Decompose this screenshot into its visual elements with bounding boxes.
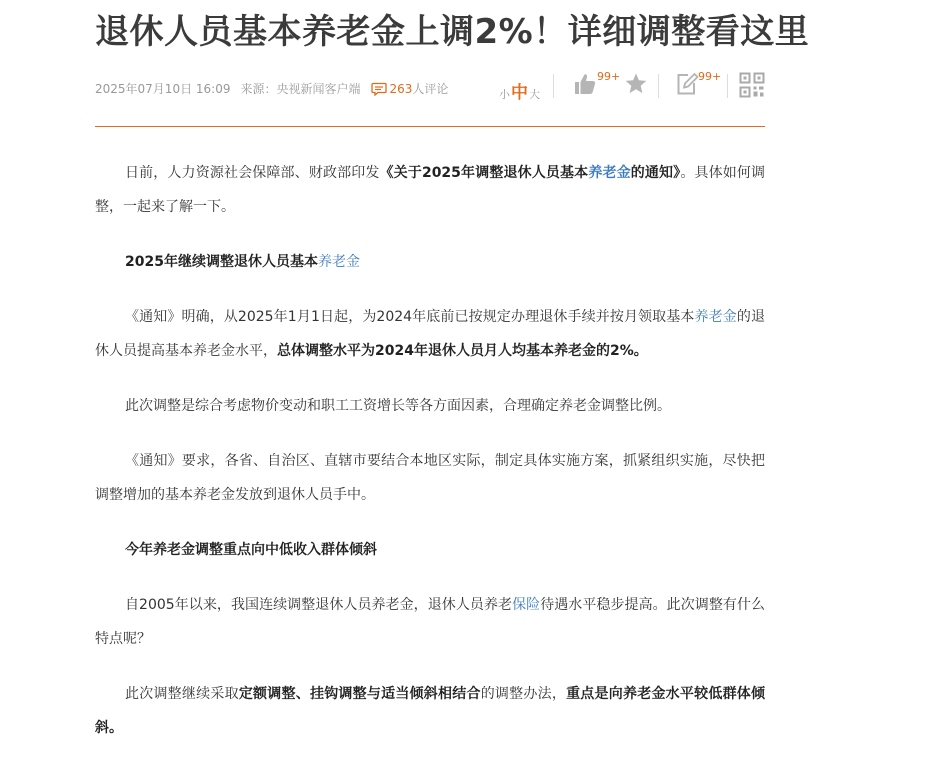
favorite-button[interactable] <box>624 72 648 96</box>
toolbar-divider <box>553 74 554 98</box>
font-small-button[interactable]: 小 <box>499 88 510 101</box>
adjustment-level: 总体调整水平为2024年退休人员月人均基本养老金的2%。 <box>277 343 648 359</box>
like-button[interactable] <box>573 72 597 96</box>
focus-emphasis: 重点是向养老金水平较低群体倾斜。 <box>95 686 766 736</box>
edit-icon <box>675 72 699 96</box>
comment-icon <box>371 82 387 96</box>
comment-unit: 人评论 <box>412 82 449 96</box>
source-label: 来源： <box>240 82 277 96</box>
paragraph-notice: 《通知》明确，从2025年1月1日起，为2024年底前已按规定办理退休手续并按月领取基本养老金的退休人员提高基本养老金水平，总体调整水平为2024年退休人员月人均基本养老金的2%。 <box>95 309 766 359</box>
paragraph-method: 此次调整继续采取定额调整、挂钩调整与适当倾斜相结合的调整办法，重点是向养老金水平较低群体倾斜。 <box>95 686 766 736</box>
keyword-link-pension-3[interactable]: 养老金 <box>694 309 737 325</box>
article-body <box>95 156 765 766</box>
comment-count-link[interactable] <box>371 80 449 97</box>
qr-code-button[interactable] <box>739 72 765 98</box>
source-name[interactable]: 央视新闻客户端 <box>276 82 361 96</box>
paragraph-requirements: 《通知》要求，各省、自治区、直辖市要结合本地区实际，制定具体实施方案，抓紧组织实施，尽快把调整增加的基本养老金发放到退休人员手中。 <box>95 453 765 503</box>
keyword-link-pension[interactable]: 养老金 <box>588 165 631 181</box>
write-comment-count-badge: 99+ <box>698 70 722 83</box>
toolbar-divider-3 <box>727 74 728 98</box>
paragraph-intro: 日前，人力资源社会保障部、财政部印发《关于2025年调整退休人员基本养老金的通知》。具体如何调整，一起来了解一下。 <box>95 165 766 215</box>
paragraph-factors: 此次调整是综合考虑物价变动和职工工资增长等各方面因素，合理确定养老金调整比例。 <box>125 398 671 414</box>
article-meta <box>95 70 765 106</box>
title-divider <box>95 126 765 127</box>
like-count-badge: 99+ <box>597 70 621 83</box>
toolbar-divider-2 <box>658 74 659 98</box>
meta-left <box>95 80 448 97</box>
keyword-link-insurance[interactable]: 保险 <box>512 597 541 613</box>
publish-date: 2025年07月10日 16:09 <box>95 82 231 96</box>
comment-count: 263 <box>389 81 413 96</box>
notice-title: 《关于2025年调整退休人员基本养老金的通知》 <box>379 165 681 181</box>
star-icon <box>624 72 648 96</box>
method-emphasis: 定额调整、挂钩调整与适当倾斜相结合 <box>238 686 481 702</box>
font-size-switcher <box>499 78 540 103</box>
font-large-button[interactable]: 大 <box>529 88 540 101</box>
paragraph-history: 自2005年以来，我国连续调整退休人员养老金，退休人员养老保险待遇水平稳步提高。此次调整有什么特点呢？ <box>95 597 766 647</box>
section-heading-2: 今年养老金调整重点向中低收入群体倾斜 <box>125 542 377 558</box>
page-title: 退休人员基本养老金上调2%！详细调整看这里 <box>95 12 810 52</box>
keyword-link-pension-2[interactable]: 养老金 <box>317 254 360 270</box>
font-medium-button[interactable]: 中 <box>511 83 528 103</box>
thumbs-up-icon <box>573 72 597 96</box>
write-comment-button[interactable] <box>675 72 699 96</box>
qr-code-icon <box>739 72 765 98</box>
section-heading-1: 2025年继续调整退休人员基本养老金 <box>125 254 360 270</box>
